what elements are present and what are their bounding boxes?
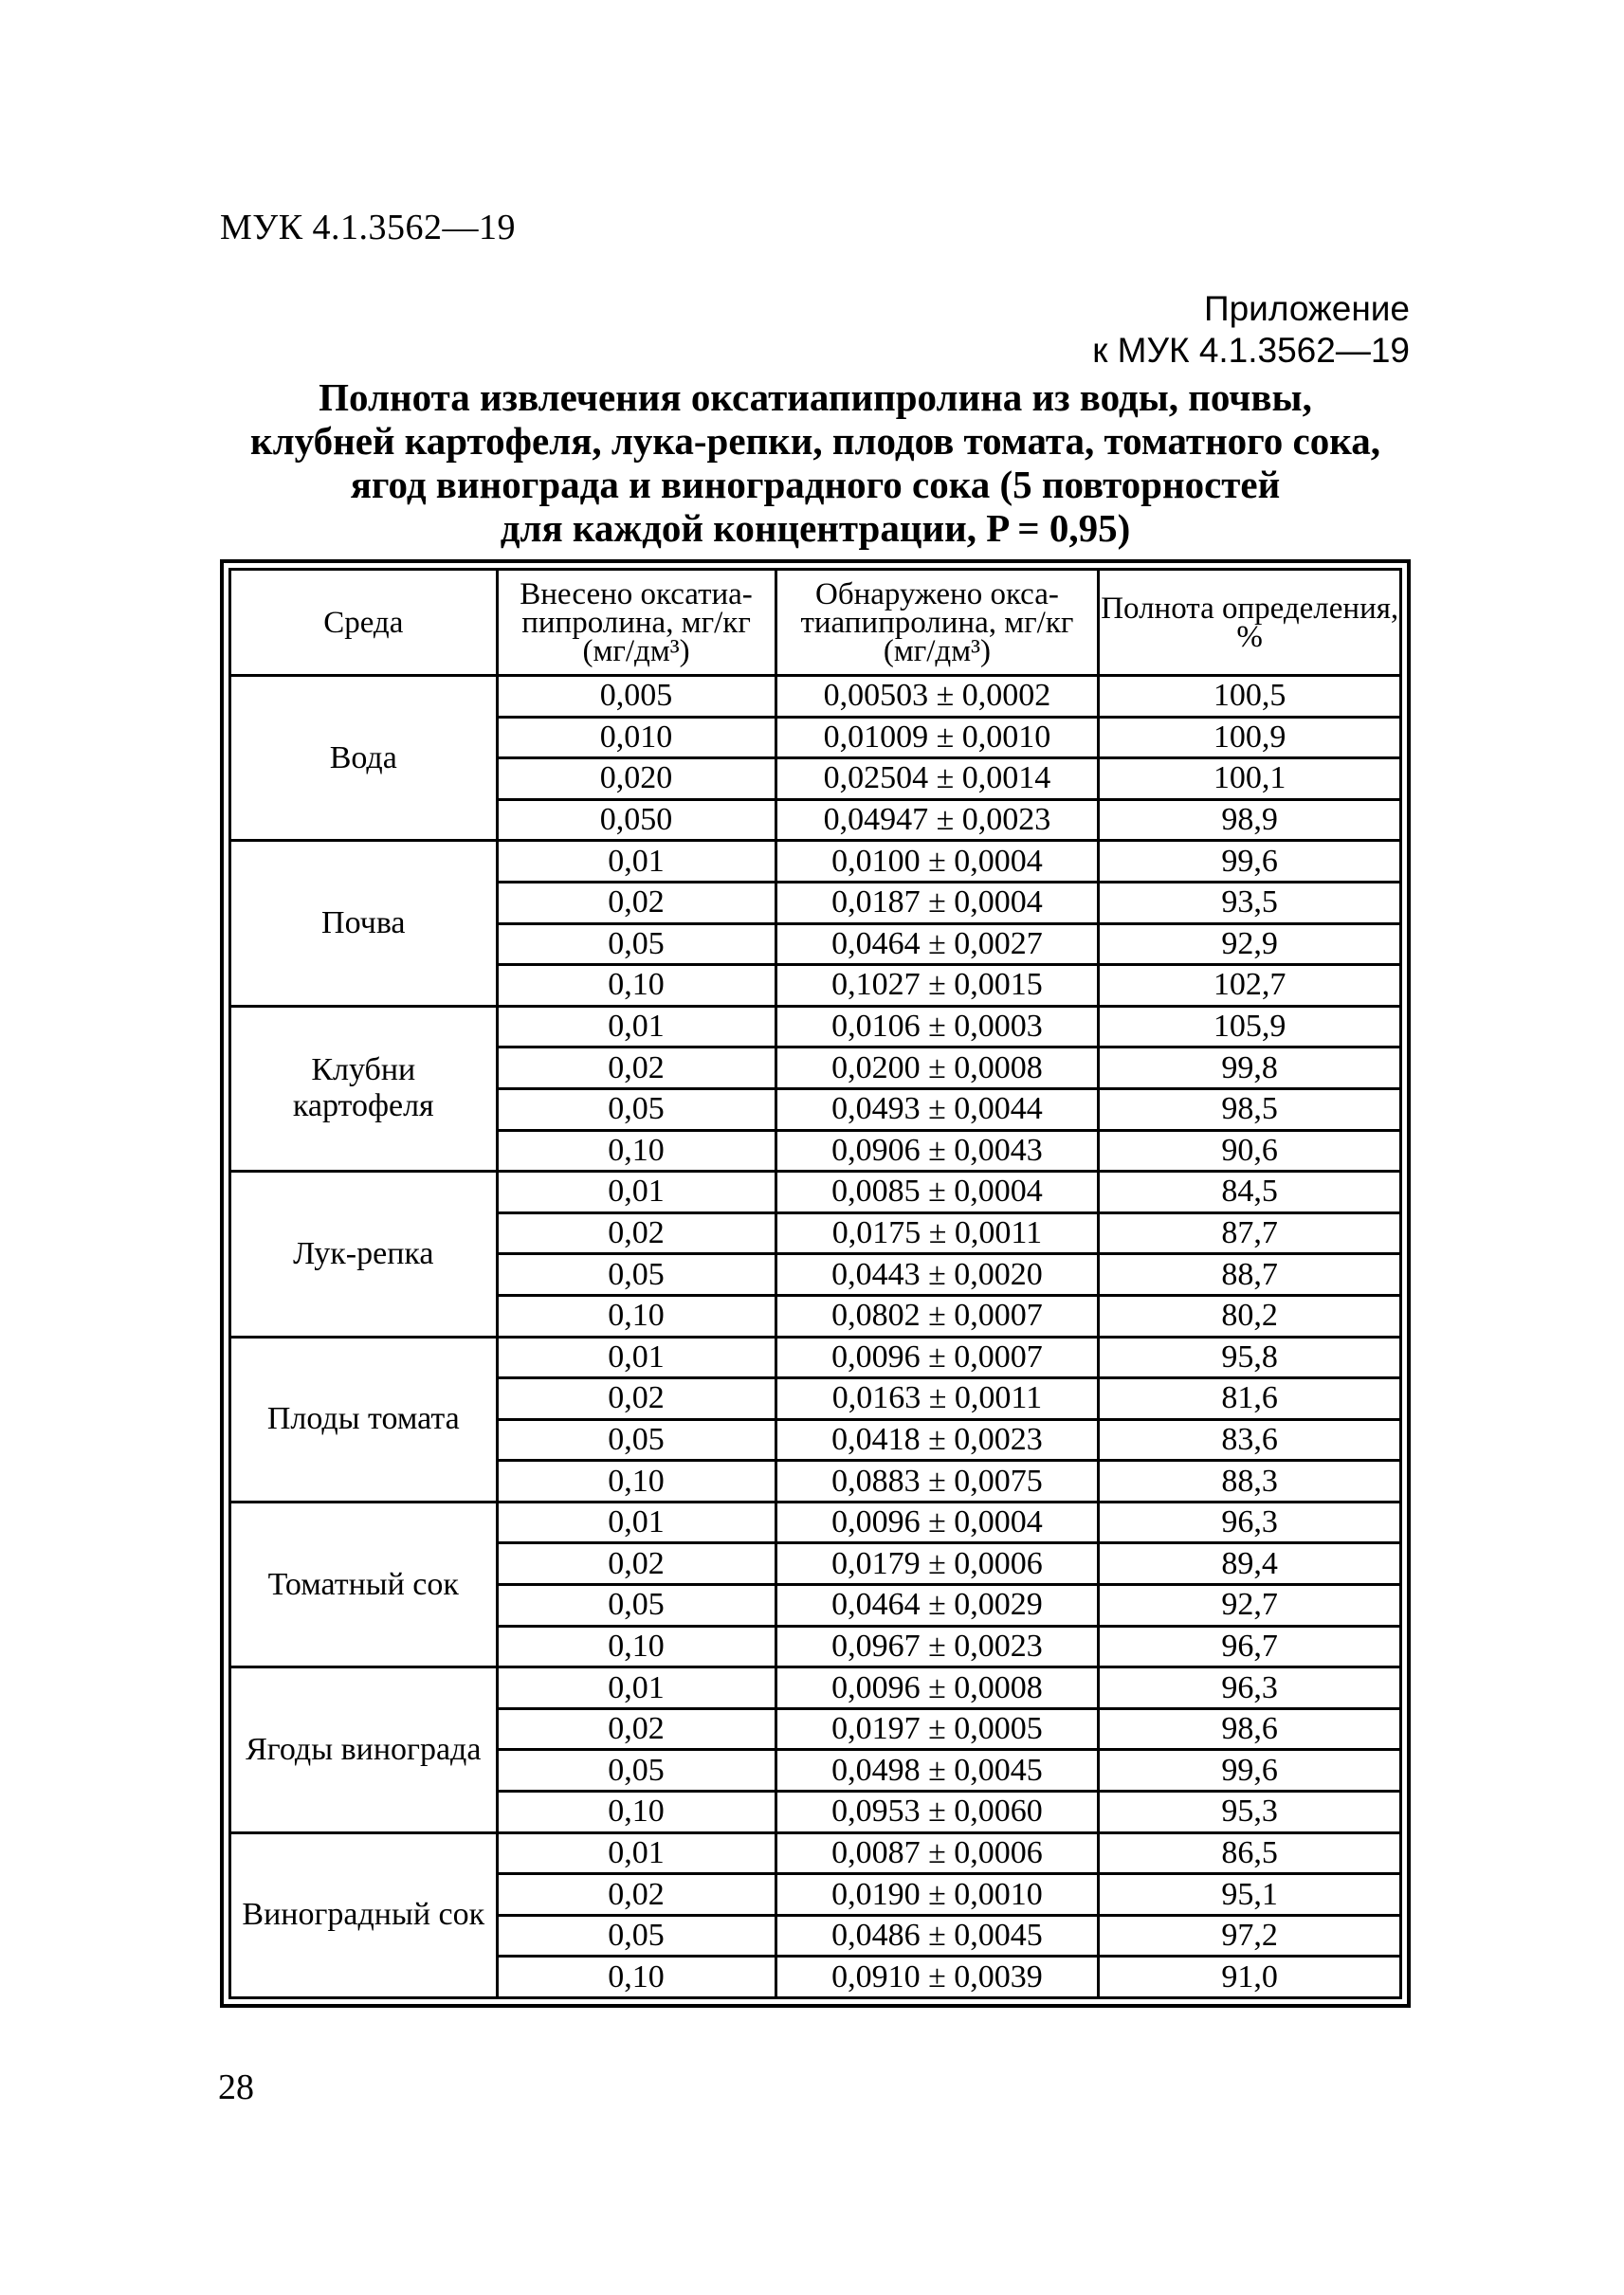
added-cell: 0,010 (497, 717, 776, 758)
recovery-cell: 92,7 (1099, 1585, 1401, 1627)
appendix-line-1: Приложение (1203, 289, 1410, 328)
found-cell: 0,0197 ± 0,0005 (776, 1708, 1099, 1750)
found-cell: 0,0906 ± 0,0043 (776, 1130, 1099, 1172)
header-found: Обнаружено окса-тиапипролина, мг/кг (мг/дм³) (776, 570, 1099, 676)
added-cell: 0,02 (497, 1543, 776, 1585)
table-row (230, 1337, 1401, 1378)
added-cell: 0,02 (497, 1047, 776, 1089)
table-title (218, 375, 1413, 550)
found-cell: 0,0418 ± 0,0023 (776, 1419, 1099, 1461)
added-cell: 0,02 (497, 1212, 776, 1254)
added-cell: 0,05 (497, 1419, 776, 1461)
table-row (230, 841, 1401, 883)
added-cell: 0,10 (497, 1792, 776, 1833)
added-cell: 0,10 (497, 1626, 776, 1667)
header-recovery: Полнота определения, % (1099, 570, 1401, 676)
recovery-cell: 100,5 (1099, 676, 1401, 718)
added-cell: 0,10 (497, 1130, 776, 1172)
table-header-row (230, 570, 1401, 676)
medium-cell: Клубни картофеля (230, 1006, 498, 1171)
recovery-cell: 100,9 (1099, 717, 1401, 758)
medium-cell: Вода (230, 676, 498, 841)
medium-cell: Томатный сок (230, 1502, 498, 1667)
added-cell: 0,02 (497, 882, 776, 923)
found-cell: 0,0493 ± 0,0044 (776, 1088, 1099, 1130)
table-row (230, 1006, 1401, 1047)
added-cell: 0,05 (497, 1088, 776, 1130)
found-cell: 0,0085 ± 0,0004 (776, 1172, 1099, 1213)
added-cell: 0,10 (497, 1461, 776, 1503)
added-cell: 0,05 (497, 923, 776, 965)
found-cell: 0,00503 ± 0,0002 (776, 676, 1099, 718)
recovery-cell: 102,7 (1099, 965, 1401, 1007)
title-line: ягод винограда и виноградного сока (5 повторностей (350, 463, 1281, 506)
added-cell: 0,05 (497, 1254, 776, 1296)
added-cell: 0,02 (497, 1378, 776, 1420)
table-body (230, 676, 1401, 1998)
recovery-cell: 96,3 (1099, 1667, 1401, 1709)
found-cell: 0,0106 ± 0,0003 (776, 1006, 1099, 1047)
recovery-cell: 99,8 (1099, 1047, 1401, 1089)
found-cell: 0,0498 ± 0,0045 (776, 1750, 1099, 1792)
found-cell: 0,04947 ± 0,0023 (776, 799, 1099, 841)
found-cell: 0,0190 ± 0,0010 (776, 1874, 1099, 1916)
found-cell: 0,0486 ± 0,0045 (776, 1915, 1099, 1957)
title-line: клубней картофеля, лука-репки, плодов томата, томатного сока, (250, 419, 1380, 463)
recovery-cell: 81,6 (1099, 1378, 1401, 1420)
title-line: для каждой концентрации, P = 0,95) (500, 506, 1131, 550)
added-cell: 0,02 (497, 1708, 776, 1750)
recovery-cell: 96,3 (1099, 1502, 1401, 1543)
added-cell: 0,005 (497, 676, 776, 718)
found-cell: 0,0464 ± 0,0029 (776, 1585, 1099, 1627)
recovery-cell: 99,6 (1099, 841, 1401, 883)
found-cell: 0,0464 ± 0,0027 (776, 923, 1099, 965)
found-cell: 0,0100 ± 0,0004 (776, 841, 1099, 883)
found-cell: 0,0910 ± 0,0039 (776, 1957, 1099, 1998)
found-cell: 0,0096 ± 0,0007 (776, 1337, 1099, 1378)
added-cell: 0,05 (497, 1585, 776, 1627)
found-cell: 0,0096 ± 0,0008 (776, 1667, 1099, 1709)
recovery-cell: 80,2 (1099, 1295, 1401, 1337)
recovery-cell: 90,6 (1099, 1130, 1401, 1172)
added-cell: 0,10 (497, 1957, 776, 1998)
table-row (230, 1667, 1401, 1709)
found-cell: 0,02504 ± 0,0014 (776, 758, 1099, 800)
medium-cell: Почва (230, 841, 498, 1006)
found-cell: 0,0179 ± 0,0006 (776, 1543, 1099, 1585)
recovery-cell: 98,9 (1099, 799, 1401, 841)
table-row (230, 676, 1401, 718)
medium-cell: Лук-репка (230, 1172, 498, 1337)
recovery-cell: 86,5 (1099, 1832, 1401, 1874)
added-cell: 0,05 (497, 1750, 776, 1792)
added-cell: 0,01 (497, 1172, 776, 1213)
recovery-cell: 98,5 (1099, 1088, 1401, 1130)
added-cell: 0,10 (497, 1295, 776, 1337)
recovery-cell: 98,6 (1099, 1708, 1401, 1750)
table-frame (220, 559, 1411, 2008)
recovery-cell: 88,3 (1099, 1461, 1401, 1503)
added-cell: 0,01 (497, 1502, 776, 1543)
recovery-cell: 95,8 (1099, 1337, 1401, 1378)
found-cell: 0,0087 ± 0,0006 (776, 1832, 1099, 1874)
found-cell: 0,0096 ± 0,0004 (776, 1502, 1099, 1543)
added-cell: 0,01 (497, 841, 776, 883)
table-row (230, 1832, 1401, 1874)
header-added: Внесено оксатиа-пипролина, мг/кг (мг/дм³) (497, 570, 776, 676)
added-cell: 0,01 (497, 1667, 776, 1709)
recovery-cell: 91,0 (1099, 1957, 1401, 1998)
found-cell: 0,0200 ± 0,0008 (776, 1047, 1099, 1089)
table-row (230, 1502, 1401, 1543)
recovery-cell: 97,2 (1099, 1915, 1401, 1957)
recovery-cell: 88,7 (1099, 1254, 1401, 1296)
added-cell: 0,01 (497, 1006, 776, 1047)
appendix-label (1092, 288, 1410, 372)
recovery-cell: 100,1 (1099, 758, 1401, 800)
recovery-cell: 99,6 (1099, 1750, 1401, 1792)
title-line: Полнота извлечения оксатиапипролина из воды, почвы, (319, 375, 1312, 419)
recovery-cell: 89,4 (1099, 1543, 1401, 1585)
recovery-cell: 95,3 (1099, 1792, 1401, 1833)
added-cell: 0,10 (497, 965, 776, 1007)
found-cell: 0,1027 ± 0,0015 (776, 965, 1099, 1007)
medium-cell: Ягоды винограда (230, 1667, 498, 1832)
found-cell: 0,0175 ± 0,0011 (776, 1212, 1099, 1254)
recovery-cell: 95,1 (1099, 1874, 1401, 1916)
found-cell: 0,0443 ± 0,0020 (776, 1254, 1099, 1296)
found-cell: 0,0163 ± 0,0011 (776, 1378, 1099, 1420)
found-cell: 0,0967 ± 0,0023 (776, 1626, 1099, 1667)
added-cell: 0,020 (497, 758, 776, 800)
page-number: 28 (218, 2067, 254, 2107)
medium-cell: Плоды томата (230, 1337, 498, 1502)
added-cell: 0,01 (497, 1337, 776, 1378)
added-cell: 0,050 (497, 799, 776, 841)
recovery-cell: 83,6 (1099, 1419, 1401, 1461)
recovery-cell: 87,7 (1099, 1212, 1401, 1254)
recovery-table (228, 568, 1402, 1999)
medium-cell: Виноградный сок (230, 1832, 498, 1997)
recovery-cell: 93,5 (1099, 882, 1401, 923)
recovery-cell: 84,5 (1099, 1172, 1401, 1213)
added-cell: 0,05 (497, 1915, 776, 1957)
found-cell: 0,01009 ± 0,0010 (776, 717, 1099, 758)
recovery-cell: 96,7 (1099, 1626, 1401, 1667)
found-cell: 0,0883 ± 0,0075 (776, 1461, 1099, 1503)
added-cell: 0,02 (497, 1874, 776, 1916)
recovery-cell: 105,9 (1099, 1006, 1401, 1047)
added-cell: 0,01 (497, 1832, 776, 1874)
found-cell: 0,0187 ± 0,0004 (776, 882, 1099, 923)
found-cell: 0,0802 ± 0,0007 (776, 1295, 1099, 1337)
recovery-cell: 92,9 (1099, 923, 1401, 965)
found-cell: 0,0953 ± 0,0060 (776, 1792, 1099, 1833)
document-code: МУК 4.1.3562—19 (220, 208, 517, 247)
appendix-line-2: к МУК 4.1.3562—19 (1092, 331, 1410, 370)
table-row (230, 1172, 1401, 1213)
header-medium: Среда (230, 570, 498, 676)
